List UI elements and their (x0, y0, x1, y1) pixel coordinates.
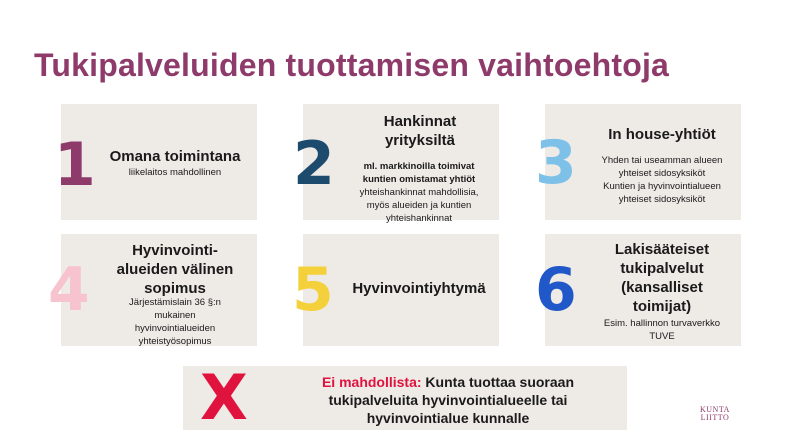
option-number-1: 1 (54, 130, 96, 200)
option-details-3: Yhden tai useamman alueen yhteiset sidosyksiköt Kuntien ja hyvinvointialueen yhteiset sidosyksiköt (601, 155, 723, 205)
option-details-1: liikelaitos mahdollinen (128, 167, 222, 178)
option-heading-4: Hyvinvointi- alueiden välinen sopimus (116, 242, 234, 297)
kuntaliitto-logo: KUNTA LIITTO (700, 405, 730, 422)
option-card-6 (535, 234, 741, 346)
option-details-4: Järjestämislain 36 §:n mukainen hyvinvointialueiden yhteistyösopimus (129, 297, 221, 347)
option-card-1 (54, 104, 257, 220)
option-heading-6: Lakisääteiset tukipalvelut (kansalliset toimijat) (614, 241, 710, 315)
option-details-6: Esim. hallinnon turvaverkko TUVE (603, 318, 721, 342)
option-card-4 (48, 234, 257, 347)
option-number-2: 2 (293, 129, 335, 199)
option-heading-3: In house-yhtiöt (608, 126, 716, 143)
option-heading-1: Omana toimintana (109, 148, 241, 165)
option-number-5: 5 (292, 255, 334, 325)
option-heading-5: Hyvinvointiyhtymä (352, 280, 486, 297)
option-card-5 (292, 234, 499, 346)
option-number-6: 6 (535, 255, 577, 325)
option-number-3: 3 (535, 128, 577, 198)
option-number-4: 4 (48, 255, 90, 325)
page-title: Tukipalveluiden tuottamisen vaihtoehtoja (34, 47, 670, 83)
not-possible-text: Ei mahdollista: Kunta tuottaa suoraan tukipalveluita hyvinvointialueelle tai hyvinvointialue kunnalle (321, 374, 575, 426)
option-details-2: ml. markkinoilla toimivat kuntien omistamat yhtiöt yhteishankinnat mahdollisia, myös alueiden ja kuntien yhteishankinnat (359, 161, 479, 224)
option-card-2 (293, 104, 499, 224)
option-card-3 (535, 104, 741, 220)
cross-mark-icon: X (200, 361, 248, 434)
not-possible-label: Ei mahdollista: (321, 374, 422, 390)
option-heading-2: Hankinnat yrityksiltä (383, 113, 457, 149)
